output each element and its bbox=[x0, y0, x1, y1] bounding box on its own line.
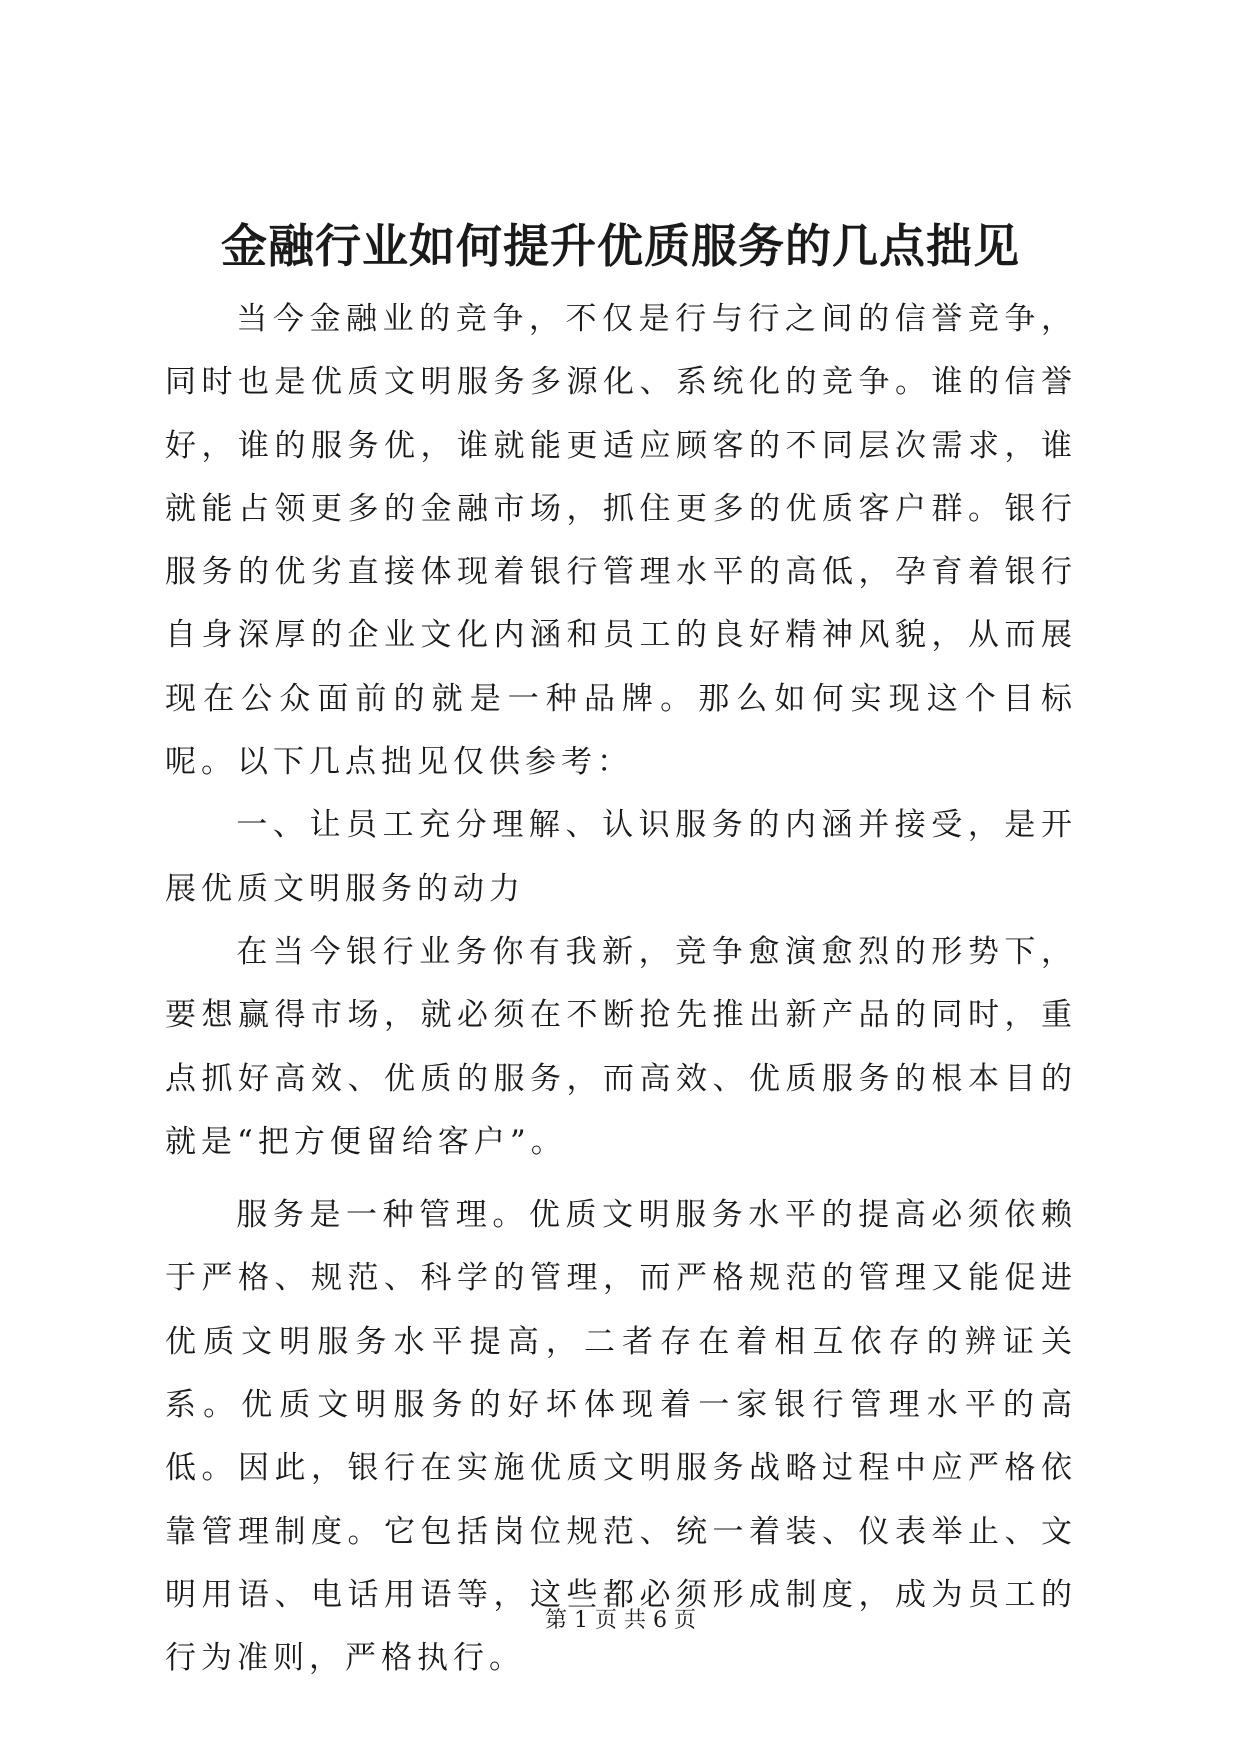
page-number: 第 1 页 共 6 页 bbox=[545, 1608, 696, 1633]
document-title: 金融行业如何提升优质服务的几点拙见 bbox=[221, 219, 1020, 273]
section-heading-1: 一、让员工充分理解、认识服务的内涵并接受，是开展优质文明服务的动力 bbox=[165, 807, 1077, 907]
paragraph-market: 在当今银行业务你有我新，竞争愈演愈烈的形势下，要想赢得市场，就必须在不断抢先推出新产品的同时，重点抓好高效、优质的服务，而高效、优质服务的根本目的就是“把方便留给客户”。 bbox=[165, 933, 1077, 1160]
paragraph-intro: 当今金融业的竞争，不仅是行与行之间的信誉竞争，同时也是优质文明服务多源化、系统化的竞争。谁的信誉好，谁的服务优，谁就能更适应顾客的不同层次需求，谁就能占领更多的金融市场，抓住更多的优质客户群。银行服务的优劣直接体现着银行管理水平的高低，孕育着银行自身深厚的企业文化内涵和员工的良好精神风貌，从而展现在公众面前的就是一种品牌。那么如何实现这个目标呢。以下几点拙见仅供参考： bbox=[165, 301, 1077, 781]
document-body bbox=[165, 288, 1077, 1691]
paragraph-management: 服务是一种管理。优质文明服务水平的提高必须依赖于严格、规范、科学的管理，而严格规范的管理又能促进优质文明服务水平提高，二者存在着相互依存的辨证关系。优质文明服务的好坏体现着一家银行管理水平的高低。因此，银行在实施优质文明服务战略过程中应严格依靠管理制度。它包括岗位规范、统一着装、仪表举止、文明用语、电话用语等，这些都必须形成制度，成为员工的行为准则，严格执行。 bbox=[165, 1197, 1077, 1677]
